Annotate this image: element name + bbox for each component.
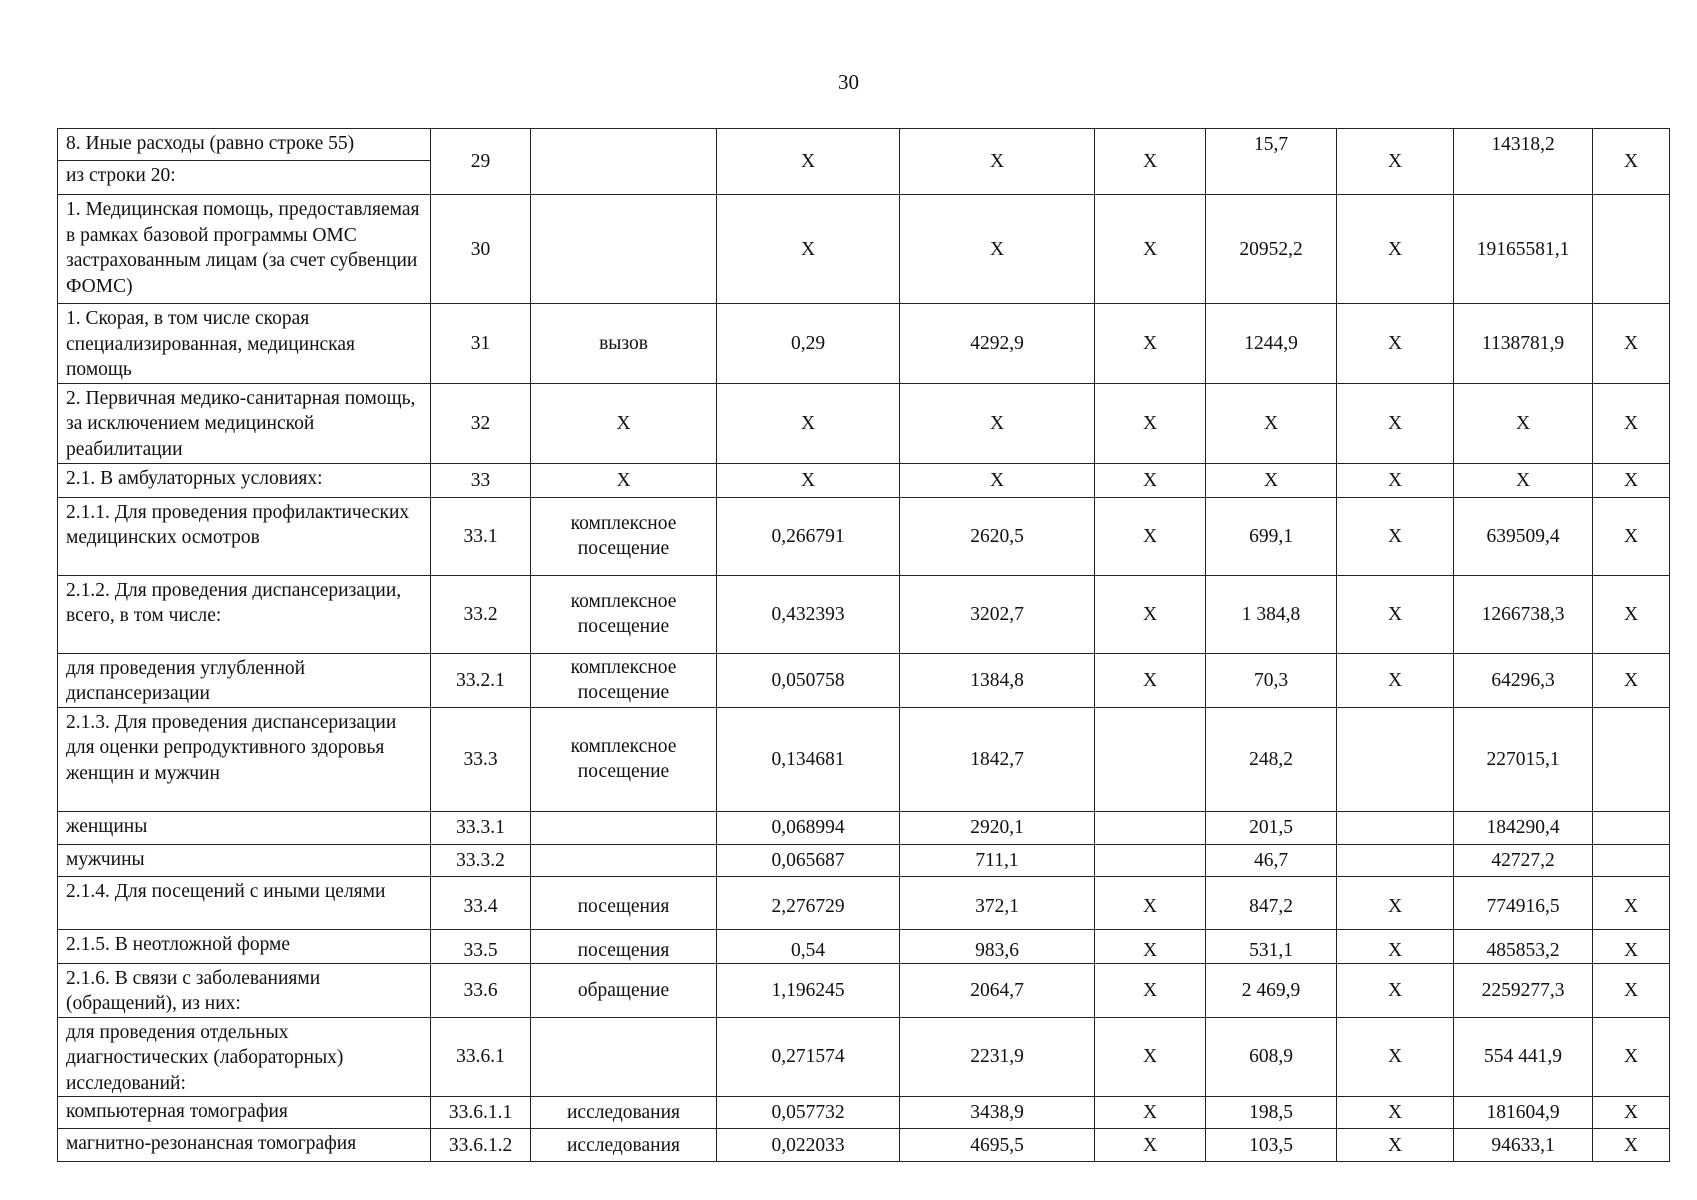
value-cell: 14318,2 <box>1454 129 1593 195</box>
value-cell: Х <box>1095 383 1206 463</box>
volume-cell: 0,54 <box>717 929 900 963</box>
unit-cell: Х <box>531 383 717 463</box>
volume-cell: Х <box>717 383 900 463</box>
value-cell <box>1593 707 1670 811</box>
table-row <box>58 653 1670 707</box>
unit-cell: комплексное посещение <box>531 707 717 811</box>
row-name: 2. Первичная медико-санитарная помощь, за исключением медицинской реабилитации <box>58 383 431 463</box>
cost-cell: Х <box>900 383 1095 463</box>
volume-cell: 0,057732 <box>717 1097 900 1129</box>
cost-cell: 4695,5 <box>900 1129 1095 1162</box>
value-cell: Х <box>1337 653 1454 707</box>
volume-cell: 0,065687 <box>717 844 900 876</box>
value-cell: Х <box>1337 195 1454 304</box>
cost-cell: 2231,9 <box>900 1017 1095 1097</box>
value-cell: 64296,3 <box>1454 653 1593 707</box>
row-code: 33.2 <box>431 575 531 653</box>
unit-cell <box>531 195 717 304</box>
unit-cell: комплексное посещение <box>531 653 717 707</box>
value-cell: Х <box>1337 929 1454 963</box>
row-code: 33.6.1.2 <box>431 1129 531 1162</box>
row-name: 2.1.3. Для проведения диспансеризации для оценки репродуктивного здоровья женщин и мужчин <box>58 707 431 811</box>
value-cell: Х <box>1095 1017 1206 1097</box>
row-code: 33 <box>431 463 531 497</box>
row-name: 1. Скорая, в том числе скорая специализированная, медицинская помощь <box>58 304 431 384</box>
cost-cell: 2620,5 <box>900 497 1095 575</box>
value-cell: Х <box>1337 383 1454 463</box>
unit-cell: вызов <box>531 304 717 384</box>
value-cell: 608,9 <box>1206 1017 1337 1097</box>
value-cell: 699,1 <box>1206 497 1337 575</box>
value-cell <box>1095 707 1206 811</box>
cost-cell: 983,6 <box>900 929 1095 963</box>
row-name: женщины <box>58 811 431 844</box>
value-cell: Х <box>1337 1129 1454 1162</box>
row-name: для проведения отдельных диагностических (лабораторных) исследований: <box>58 1017 431 1097</box>
value-cell: 181604,9 <box>1454 1097 1593 1129</box>
value-cell: Х <box>1454 463 1593 497</box>
cost-cell: 1384,8 <box>900 653 1095 707</box>
value-cell: Х <box>1095 195 1206 304</box>
value-cell: Х <box>1593 497 1670 575</box>
value-cell: Х <box>1454 383 1593 463</box>
value-cell: 1 384,8 <box>1206 575 1337 653</box>
cost-cell: 3438,9 <box>900 1097 1095 1129</box>
value-cell: Х <box>1337 575 1454 653</box>
row-code: 29 <box>431 129 531 195</box>
table-row <box>58 575 1670 653</box>
value-cell: Х <box>1095 463 1206 497</box>
value-cell: Х <box>1095 304 1206 384</box>
value-cell <box>1095 811 1206 844</box>
value-cell: 639509,4 <box>1454 497 1593 575</box>
value-cell: Х <box>1095 1129 1206 1162</box>
value-cell: 184290,4 <box>1454 811 1593 844</box>
table-row <box>58 844 1670 876</box>
volume-cell: 0,432393 <box>717 575 900 653</box>
row-code: 33.6.1.1 <box>431 1097 531 1129</box>
unit-cell: комплексное посещение <box>531 575 717 653</box>
cost-cell: Х <box>900 129 1095 195</box>
value-cell: Х <box>1593 575 1670 653</box>
value-cell <box>1593 844 1670 876</box>
row-code: 30 <box>431 195 531 304</box>
table-row <box>58 1129 1670 1162</box>
row-code: 33.5 <box>431 929 531 963</box>
row-code: 33.3.1 <box>431 811 531 844</box>
value-cell: 1138781,9 <box>1454 304 1593 384</box>
volume-cell: Х <box>717 463 900 497</box>
volume-cell: 0,271574 <box>717 1017 900 1097</box>
row-name: 8. Иные расходы (равно строке 55) <box>58 129 431 161</box>
value-cell: Х <box>1095 1097 1206 1129</box>
row-name: 1. Медицинская помощь, предоставляемая в рамках базовой программы ОМС застрахованным лицам (за счет субвенции ФОМС) <box>58 195 431 304</box>
value-cell: Х <box>1593 1097 1670 1129</box>
value-cell: 1266738,3 <box>1454 575 1593 653</box>
page-number: 30 <box>838 70 859 94</box>
value-cell: Х <box>1095 575 1206 653</box>
unit-cell: посещения <box>531 929 717 963</box>
row-name: из строки 20: <box>58 161 431 195</box>
cost-table <box>57 128 1670 1162</box>
row-code: 33.6 <box>431 963 531 1017</box>
value-cell: 485853,2 <box>1454 929 1593 963</box>
unit-cell: обращение <box>531 963 717 1017</box>
value-cell: Х <box>1095 497 1206 575</box>
value-cell: Х <box>1337 1017 1454 1097</box>
row-name: магнитно-резонансная томография <box>58 1129 431 1162</box>
value-cell: Х <box>1593 383 1670 463</box>
table-row <box>58 463 1670 497</box>
value-cell: 2259277,3 <box>1454 963 1593 1017</box>
value-cell: 1244,9 <box>1206 304 1337 384</box>
value-cell: 554 441,9 <box>1454 1017 1593 1097</box>
value-cell: Х <box>1337 1097 1454 1129</box>
value-cell <box>1337 844 1454 876</box>
row-code: 33.3 <box>431 707 531 811</box>
table-row <box>58 195 1670 304</box>
value-cell: Х <box>1337 463 1454 497</box>
value-cell: 227015,1 <box>1454 707 1593 811</box>
value-cell: Х <box>1337 876 1454 929</box>
cost-cell: 3202,7 <box>900 575 1095 653</box>
row-name: мужчины <box>58 844 431 876</box>
value-cell: Х <box>1095 129 1206 195</box>
value-cell: Х <box>1593 129 1670 195</box>
table-row <box>58 811 1670 844</box>
row-name: 2.1.5. В неотложной форме <box>58 929 431 963</box>
value-cell: Х <box>1593 876 1670 929</box>
cost-cell: 2920,1 <box>900 811 1095 844</box>
table-row <box>58 707 1670 811</box>
value-cell: Х <box>1206 463 1337 497</box>
unit-cell: Х <box>531 463 717 497</box>
unit-cell: исследования <box>531 1129 717 1162</box>
value-cell: 201,5 <box>1206 811 1337 844</box>
volume-cell: 0,068994 <box>717 811 900 844</box>
row-name: 2.1.2. Для проведения диспансеризации, всего, в том числе: <box>58 575 431 653</box>
value-cell: Х <box>1206 383 1337 463</box>
value-cell: Х <box>1337 129 1454 195</box>
row-code: 33.2.1 <box>431 653 531 707</box>
value-cell: 19165581,1 <box>1454 195 1593 304</box>
row-name: 2.1.4. Для посещений с иными целями <box>58 876 431 929</box>
value-cell <box>1337 811 1454 844</box>
value-cell: Х <box>1593 1017 1670 1097</box>
value-cell <box>1593 195 1670 304</box>
volume-cell: Х <box>717 195 900 304</box>
row-name: 2.1.1. Для проведения профилактических медицинских осмотров <box>58 497 431 575</box>
row-name: для проведения углубленной диспансеризации <box>58 653 431 707</box>
unit-cell: исследования <box>531 1097 717 1129</box>
value-cell: Х <box>1337 497 1454 575</box>
value-cell: Х <box>1593 1129 1670 1162</box>
cost-cell: Х <box>900 195 1095 304</box>
value-cell: Х <box>1095 929 1206 963</box>
table-row <box>58 383 1670 463</box>
value-cell: 248,2 <box>1206 707 1337 811</box>
unit-cell: комплексное посещение <box>531 497 717 575</box>
value-cell <box>1337 707 1454 811</box>
value-cell: 42727,2 <box>1454 844 1593 876</box>
row-name: компьютерная томография <box>58 1097 431 1129</box>
table-row <box>58 929 1670 963</box>
unit-cell: посещения <box>531 876 717 929</box>
row-name: 2.1. В амбулаторных условиях: <box>58 463 431 497</box>
cost-cell: 4292,9 <box>900 304 1095 384</box>
cost-cell: 1842,7 <box>900 707 1095 811</box>
value-cell: 46,7 <box>1206 844 1337 876</box>
row-code: 31 <box>431 304 531 384</box>
volume-cell: 2,276729 <box>717 876 900 929</box>
value-cell: 15,7 <box>1206 129 1337 195</box>
volume-cell: 0,29 <box>717 304 900 384</box>
value-cell: 774916,5 <box>1454 876 1593 929</box>
row-code: 33.1 <box>431 497 531 575</box>
value-cell <box>1095 844 1206 876</box>
value-cell: Х <box>1337 963 1454 1017</box>
cost-cell: Х <box>900 463 1095 497</box>
value-cell: 531,1 <box>1206 929 1337 963</box>
unit-cell <box>531 844 717 876</box>
table-row <box>58 1017 1670 1097</box>
value-cell: Х <box>1337 304 1454 384</box>
value-cell: Х <box>1095 653 1206 707</box>
cost-cell: 711,1 <box>900 844 1095 876</box>
value-cell: Х <box>1593 304 1670 384</box>
value-cell: 103,5 <box>1206 1129 1337 1162</box>
value-cell: Х <box>1593 963 1670 1017</box>
volume-cell: Х <box>717 129 900 195</box>
volume-cell: 1,196245 <box>717 963 900 1017</box>
value-cell: 198,5 <box>1206 1097 1337 1129</box>
row-code: 33.4 <box>431 876 531 929</box>
value-cell: Х <box>1095 963 1206 1017</box>
row-name: 2.1.6. В связи с заболеваниями (обращений), из них: <box>58 963 431 1017</box>
volume-cell: 0,050758 <box>717 653 900 707</box>
row-code: 33.6.1 <box>431 1017 531 1097</box>
cost-cell: 2064,7 <box>900 963 1095 1017</box>
value-cell: 2 469,9 <box>1206 963 1337 1017</box>
unit-cell <box>531 811 717 844</box>
table-row <box>58 497 1670 575</box>
row-code: 32 <box>431 383 531 463</box>
value-cell: 94633,1 <box>1454 1129 1593 1162</box>
table-row <box>58 963 1670 1017</box>
volume-cell: 0,022033 <box>717 1129 900 1162</box>
unit-cell <box>531 129 717 195</box>
table-row <box>58 1097 1670 1129</box>
value-cell: Х <box>1593 929 1670 963</box>
value-cell: Х <box>1593 653 1670 707</box>
value-cell <box>1593 811 1670 844</box>
value-cell: Х <box>1593 463 1670 497</box>
value-cell: Х <box>1095 876 1206 929</box>
volume-cell: 0,134681 <box>717 707 900 811</box>
unit-cell <box>531 1017 717 1097</box>
table-row <box>58 304 1670 384</box>
table-row <box>58 876 1670 929</box>
value-cell: 847,2 <box>1206 876 1337 929</box>
table-row <box>58 129 1670 161</box>
value-cell: 20952,2 <box>1206 195 1337 304</box>
cost-cell: 372,1 <box>900 876 1095 929</box>
volume-cell: 0,266791 <box>717 497 900 575</box>
value-cell: 70,3 <box>1206 653 1337 707</box>
row-code: 33.3.2 <box>431 844 531 876</box>
